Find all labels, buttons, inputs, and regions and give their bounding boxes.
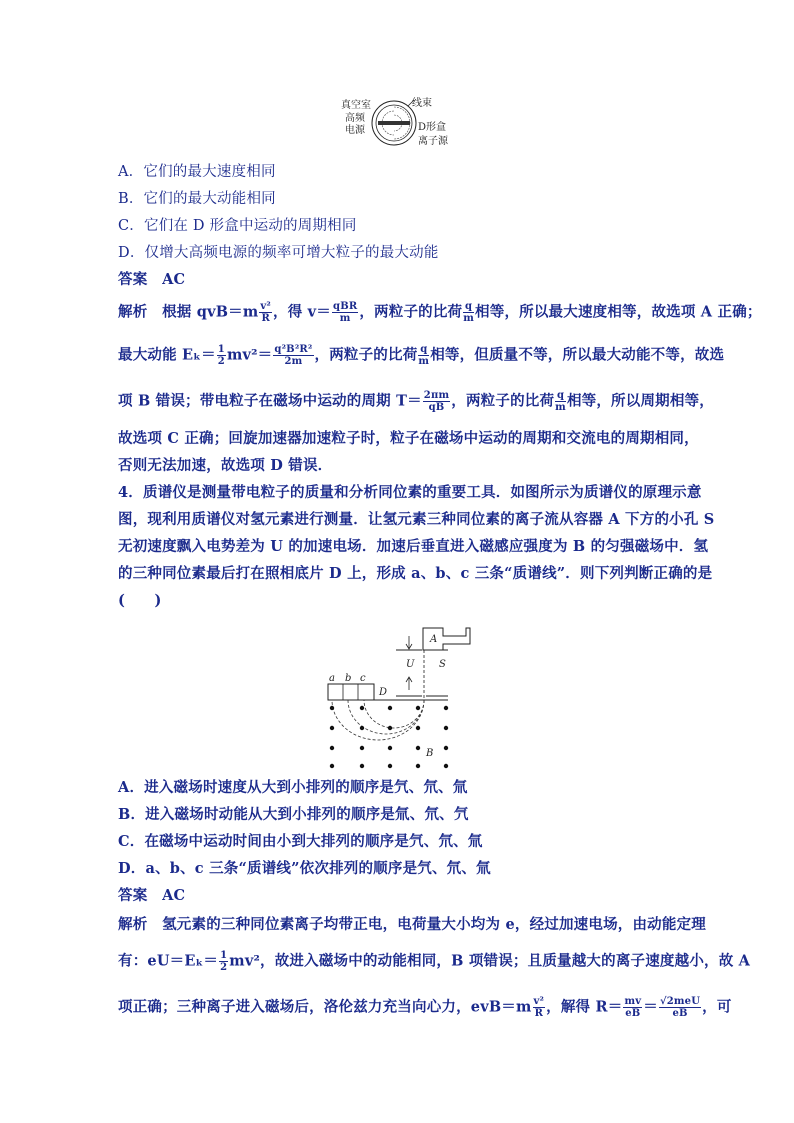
label-dbox: D形盒 [418,122,447,133]
q3-explain-line-1: 解析 根据 qvB＝m $\frac{\text{v²}}{R}$ ，得 v＝ $\frac{\text{qBR}}{m}$ ，两粒子的比荷 $\frac{q}{m}$ 相等，所以最大速度相等，故选项 A 正确； [118,301,762,324]
label-a: a [329,673,335,684]
q4-stem-line-2: 图，现利用质谱仪对氢元素进行测量．让氢元素三种同位素的离子流从容器 A 下方的小孔 S [118,511,715,528]
q3-option-a: A．它们的最大速度相同 [118,164,276,180]
label-beam: 线束 [412,98,432,109]
label-hf-1: 高频 [345,113,365,124]
label-S: S [439,659,446,670]
label-B: B [426,748,434,759]
q4-answer: 答案 AC [118,887,186,904]
q4-stem-line-1: 4．质谱仪是测量带电粒子的质量和分析同位素的重要工具．如图所示为质谱仪的原理示意 [118,484,702,501]
mass-spectrometer-figure [318,620,478,770]
q3-explain-line-2: 最大动能 Eₖ＝ $\frac{1}{2}$ mv²＝ $\frac{\text{q²B²R²}}{2m}$ ，两粒子的比荷 $\frac{q}{m}$ 相等，但质量不等，所以最大动能不等，故选 [118,344,725,367]
q4-explain-line-2: 有：eU＝Eₖ＝ $\frac{1}{2}$ mv²，故进入磁场中的动能相同，B 项错误；且质量越大的离子速度越小，故 A [118,950,751,973]
q4-explain-line-3: 项正确；三种离子进入磁场后，洛伦兹力充当向心力，evB＝m $\frac{\text{v²}}{R}$ ，解得 R＝ $\frac{mv}{eB}$ ＝ $\frac{\text{√2meU}}{eB}$ ，可 [118,996,732,1019]
q4-option-d: D．a、b、c 三条“质谱线”依次排列的顺序是氕、氘、氚 [118,860,491,877]
label-hf-2: 电源 [345,125,365,136]
label-vacuum: 真空室 [341,100,371,111]
label-b: b [345,673,352,684]
q3-option-d: D．仅增大高频电源的频率可增大粒子的最大动能 [118,245,439,261]
q4-option-a: A．进入磁场时速度从大到小排列的顺序是氕、氘、氚 [118,779,468,796]
q4-option-b: B．进入磁场时动能从大到小排列的顺序是氚、氘、氕 [118,806,469,823]
q4-stem-line-5: ( ) [118,592,162,609]
label-U: U [406,659,415,670]
cyclotron-figure [338,96,458,150]
label-A: A [430,634,438,645]
q3-answer: 答案 AC [118,271,186,288]
q3-option-c: C．它们在 D 形盒中运动的周期相同 [118,218,357,234]
q3-explain-line-3: 项 B 错误；带电粒子在磁场中运动的周期 T＝ $\frac{2\pi m}{qB}$ ，两粒子的比荷 $\frac{q}{m}$ 相等，所以周期相等， [118,390,714,413]
q4-stem-line-3: 无初速度飘入电势差为 U 的加速电场．加速后垂直进入磁感应强度为 B 的匀强磁场中．氢 [118,538,709,555]
label-source: 离子源 [418,136,448,147]
label-D: D [379,687,388,698]
q3-option-b: B．它们的最大动能相同 [118,191,276,207]
q3-explain-line-4: 故选项 C 正确；回旋加速器加速粒子时，粒子在磁场中运动的周期和交流电的周期相同， [118,430,699,447]
q4-explain-line-1: 解析 氢元素的三种同位素离子均带正电，电荷量大小均为 e，经过加速电场，由动能定理 [118,916,706,933]
q4-option-c: C．在磁场中运动时间由小到大排列的顺序是氕、氘、氚 [118,833,483,850]
q3-explain-line-5: 否则无法加速，故选项 D 错误． [118,457,333,474]
q4-stem-line-4: 的三种同位素最后打在照相底片 D 上，形成 a、b、c 三条“质谱线”．则下列判断正确的是 [118,565,713,582]
label-c: c [360,673,366,684]
